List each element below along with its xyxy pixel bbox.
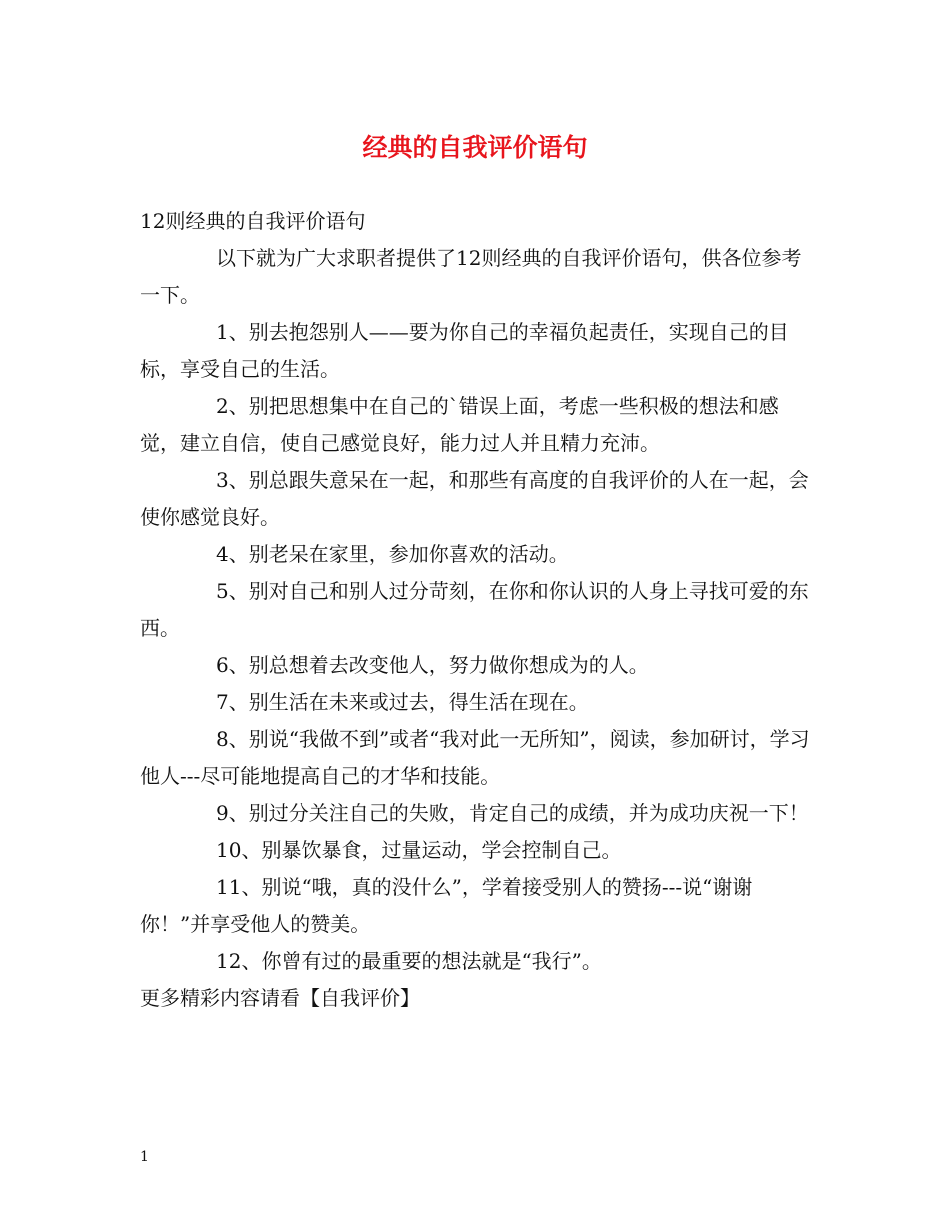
- page-title: 经典的自我评价语句: [362, 133, 588, 162]
- list-item: 8、别说“我做不到”或者“我对此一无所知”，阅读，参加研讨，学习他人---尽可能地提高自己的才华和技能。: [140, 727, 810, 788]
- page-number: 1: [140, 1149, 149, 1165]
- more-content-link[interactable]: 更多精彩内容请看【自我评价】: [140, 986, 420, 1010]
- list-item: 7、别生活在未来或过去，得生活在现在。: [216, 690, 589, 714]
- document-subtitle: 12则经典的自我评价语句: [140, 209, 366, 233]
- list-item: 12、你曾有过的最重要的想法就是“我行”。: [216, 949, 602, 973]
- list-item: 11、别说“哦，真的没什么”，学着接受别人的赞扬---说“谢谢你！”并享受他人的赞美。: [140, 875, 753, 936]
- list-item: 5、别对自己和别人过分苛刻，在你和你认识的人身上寻找可爱的东西。: [140, 579, 809, 640]
- list-item: 2、别把思想集中在自己的`错误上面，考虑一些积极的想法和感觉，建立自信，使自己感觉良好，能力过人并且精力充沛。: [140, 394, 779, 455]
- document-body: [140, 203, 817, 1017]
- list-item: 6、别总想着去改变他人，努力做你想成为的人。: [216, 653, 649, 677]
- list-item: 3、别总跟失意呆在一起，和那些有高度的自我评价的人在一起，会使你感觉良好。: [140, 468, 809, 529]
- list-item: 4、别老呆在家里，参加你喜欢的活动。: [216, 542, 569, 566]
- list-item: 1、别去抱怨别人——要为你自己的幸福负起责任，实现自己的目标，享受自己的生活。: [140, 320, 789, 381]
- list-item: 9、别过分关注自己的失败，肯定自己的成绩，并为成功庆祝一下！: [216, 801, 809, 825]
- intro-paragraph: 以下就为广大求职者提供了12则经典的自我评价语句，供各位参考一下。: [140, 246, 802, 307]
- list-item: 10、别暴饮暴食，过量运动，学会控制自己。: [216, 838, 622, 862]
